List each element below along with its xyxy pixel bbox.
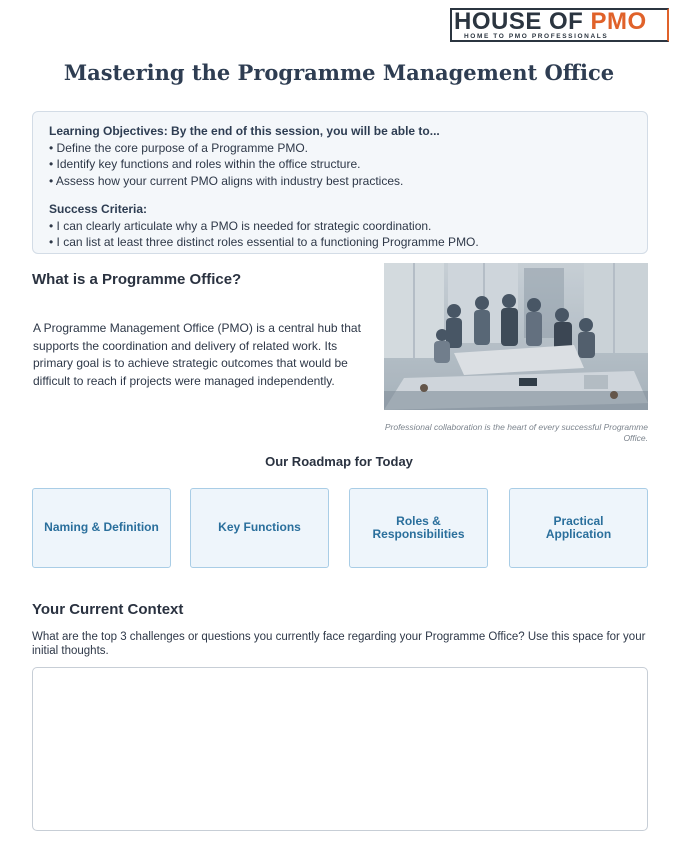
intro-body: A Programme Management Office (PMO) is a central hub that supports the coordination and delivery of related work. Its primary goal is to achieve strategic outcomes that would be difficult to reach if projects were managed independently. <box>33 321 361 388</box>
success-item: • I can clearly articulate why a PMO is needed for strategic coordination. <box>49 218 432 233</box>
objectives-heading: Learning Objectives: By the end of this session, you will be able to... <box>49 124 440 138</box>
logo-tagline: HOME TO PMO PROFESSIONALS <box>464 33 609 40</box>
roadmap-card-application: Practical Application <box>509 488 648 568</box>
objective-item: • Assess how your current PMO aligns with industry best practices. <box>49 173 404 188</box>
success-item: • I can list at least three distinct roles essential to a functioning Programme PMO. <box>49 235 479 249</box>
context-prompt: What are the top 3 challenges or questions you currently face regarding your Programme Office? Use this space for your initial thoughts. <box>32 631 646 657</box>
brand-logo <box>450 8 669 42</box>
context-heading: Your Current Context <box>32 601 184 618</box>
objective-item: • Define the core purpose of a Programme PMO. <box>49 140 308 155</box>
roadmap-card-functions: Key Functions <box>190 488 329 568</box>
roadmap-card-naming: Naming & Definition <box>32 488 171 568</box>
roadmap-card-roles: Roles & Responsibilities <box>349 488 488 568</box>
team-meeting-photo <box>384 263 648 410</box>
logo-wordmark: HOUSE OF PMO <box>454 8 647 35</box>
success-criteria-heading: Success Criteria: <box>49 202 148 216</box>
meeting-illustration <box>384 263 648 410</box>
intro-heading: What is a Programme Office? <box>32 271 242 288</box>
roadmap-heading: Our Roadmap for Today <box>265 454 413 469</box>
context-input[interactable] <box>32 667 648 831</box>
objective-item: • Identify key functions and roles within the office structure. <box>49 157 361 171</box>
objectives-panel <box>32 111 648 254</box>
page-title: Mastering the Programme Management Office <box>63 60 615 85</box>
photo-caption: Professional collaboration is the heart of every successful Programme Office. <box>384 422 648 443</box>
